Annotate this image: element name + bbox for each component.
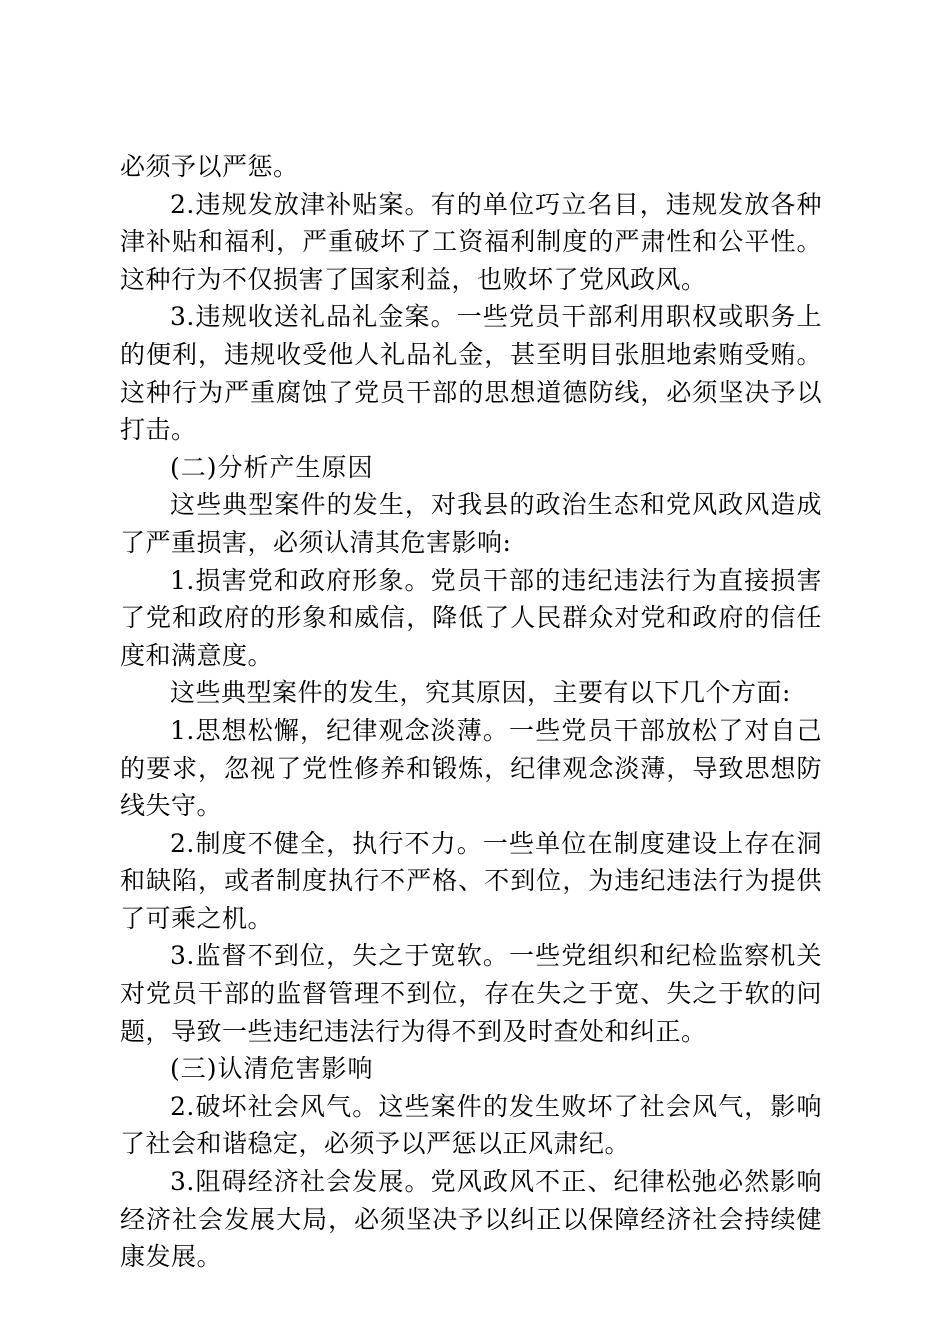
section-heading-harm: (三)认清危害影响 bbox=[170, 1054, 374, 1084]
section-heading-causes: (二)分析产生原因 bbox=[170, 452, 374, 482]
paragraph-cause-system: 2.制度不健全，执行不力。一些单位在制度建设上存在洞和缺陷，或者制度执行不严格、不到位，为违纪违法行为提供了可乘之机。 bbox=[120, 828, 822, 933]
paragraph-social-harm: 2.破坏社会风气。这些案件的发生败坏了社会风气，影响了社会和谐稳定，必须予以严惩以正风肃纪。 bbox=[120, 1091, 822, 1159]
paragraph-continuation: 必须予以严惩。 bbox=[120, 152, 299, 181]
paragraph-image-harm: 1.损害党和政府形象。党员干部的违纪违法行为直接损害了党和政府的形象和威信，降低了人民群众对党和政府的信任度和满意度。 bbox=[120, 565, 822, 670]
paragraph-harm-intro: 这些典型案件的发生，对我县的政治生态和党风政风造成了严重损害，必须认清其危害影响: bbox=[120, 490, 822, 557]
paragraph-allowance-case: 2.违规发放津补贴案。有的单位巧立名目，违规发放各种津补贴和福利，严重破坏了工资福利制度的严肃性和公平性。这种行为不仅损害了国家利益，也败坏了党风政风。 bbox=[120, 189, 822, 294]
paragraph-gift-case: 3.违规收送礼品礼金案。一些党员干部利用职权或职务上的便利，违规收受他人礼品礼金，甚至明目张胆地索贿受贿。这种行为严重腐蚀了党员干部的思想道德防线，必须坚决予以打击。 bbox=[120, 302, 822, 445]
paragraph-causes-intro: 这些典型案件的发生，究其原因，主要有以下几个方面: bbox=[170, 678, 791, 708]
paragraph-economic-harm: 3.阻碍经济社会发展。党风政风不正、纪律松弛必然影响经济社会发展大局，必须坚决予以纠正以保障经济社会持续健康发展。 bbox=[120, 1167, 822, 1272]
document-page bbox=[120, 148, 822, 1276]
paragraph-cause-thought: 1.思想松懈，纪律观念淡薄。一些党员干部放松了对自己的要求，忽视了党性修养和锻炼，纪律观念淡薄，导致思想防线失守。 bbox=[120, 715, 822, 821]
paragraph-cause-supervision: 3.监督不到位，失之于宽软。一些党组织和纪检监察机关对党员干部的监督管理不到位，存在失之于宽、失之于软的问题，导致一些违纪违法行为得不到及时查处和纠正。 bbox=[120, 941, 822, 1046]
